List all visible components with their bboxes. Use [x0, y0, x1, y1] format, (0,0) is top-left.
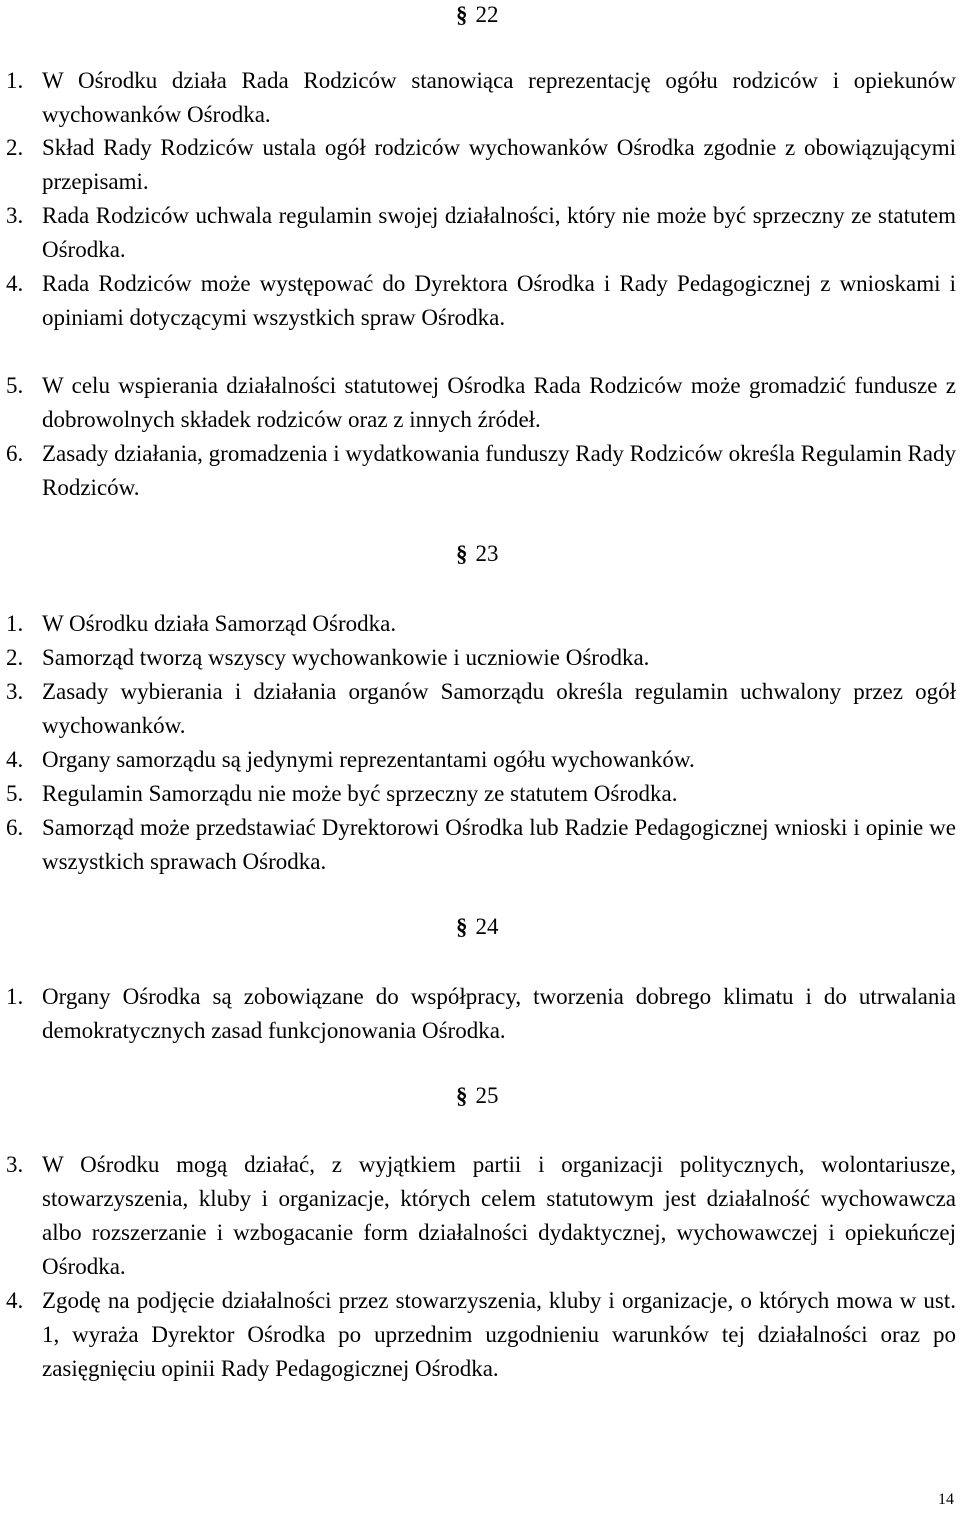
list-item [6, 641, 956, 675]
list-item [6, 1284, 956, 1386]
page-number: 14 [938, 1491, 954, 1508]
list-item [6, 1148, 956, 1284]
section-heading-22 [456, 0, 499, 30]
item-number: 6. [6, 441, 24, 466]
item-text: Samorząd może przedstawiać Dyrektorowi Ośrodka lub Radzie Pedagogicznej wnioski i opinie we wszystkich sprawach Ośrodka. [42, 815, 956, 874]
item-text: Regulamin Samorządu nie może być sprzeczny ze statutem Ośrodka. [42, 781, 678, 806]
section-heading-25 [456, 1081, 499, 1111]
item-number: 1. [6, 611, 24, 636]
item-text: Skład Rady Rodziców ustala ogół rodziców wychowanków Ośrodka zgodnie z obowiązującymi przepisami. [42, 135, 956, 194]
item-number: 3. [6, 679, 24, 704]
section-number: 24 [475, 914, 499, 939]
item-text: W Ośrodku mogą działać, z wyjątkiem partii i organizacji politycznych, wolontariusze, stowarzyszenia, kluby i organizacje, których celem statutowym jest działalność wychowawcza albo rozszerzanie i wzbogacanie form działalności dydaktycznej, wychowawczej i opiekuńczej Ośrodka. [42, 1152, 956, 1279]
item-text: W celu wspierania działalności statutowej Ośrodka Rada Rodziców może gromadzić fundusze z dobrowolnych składek rodziców oraz z innych źródeł. [42, 373, 956, 432]
section-symbol: § [456, 541, 468, 566]
list-item [6, 777, 956, 811]
item-number: 1. [6, 68, 24, 93]
item-text: Zasady wybierania i działania organów Samorządu określa regulamin uchwalony przez ogół wychowanków. [42, 679, 956, 738]
list-item [6, 437, 956, 505]
section-heading-24 [456, 912, 499, 942]
list-item [6, 199, 956, 267]
list-item [6, 369, 956, 437]
item-number: 3. [6, 1152, 24, 1177]
list-item [6, 267, 956, 335]
item-number: 2. [6, 645, 24, 670]
item-text: Zasady działania, gromadzenia i wydatkowania funduszy Rady Rodziców określa Regulamin Rady Rodziców. [42, 441, 956, 500]
item-number: 4. [6, 747, 24, 772]
item-text: Samorząd tworzą wszyscy wychowankowie i uczniowie Ośrodka. [42, 645, 650, 670]
section-symbol: § [456, 1083, 468, 1108]
item-number: 3. [6, 203, 24, 228]
list-item [6, 607, 956, 641]
section-symbol: § [456, 2, 468, 27]
item-text: Organy Ośrodka są zobowiązane do współpracy, tworzenia dobrego klimatu i do utrwalania demokratycznych zasad funkcjonowania Ośrodka. [42, 984, 956, 1043]
item-number: 5. [6, 373, 24, 398]
list-item [6, 131, 956, 199]
section-heading-23 [456, 539, 499, 569]
item-text: Zgodę na podjęcie działalności przez stowarzyszenia, kluby i organizacje, o których mowa w ust. 1, wyraża Dyrektor Ośrodka po uprzednim uzgodnieniu warunków tej działalności oraz po zasięgnięciu opinii Rady Pedagogicznej Ośrodka. [42, 1288, 956, 1381]
item-text: Organy samorządu są jedynymi reprezentantami ogółu wychowanków. [42, 747, 695, 772]
item-text: Rada Rodziców uchwala regulamin swojej działalności, który nie może być sprzeczny ze statutem Ośrodka. [42, 203, 956, 262]
list-item [6, 675, 956, 743]
item-text: Rada Rodziców może występować do Dyrektora Ośrodka i Rady Pedagogicznej z wnioskami i opiniami dotyczącymi wszystkich spraw Ośrodka. [42, 271, 956, 330]
section-number: 23 [475, 541, 499, 566]
item-number: 2. [6, 135, 24, 160]
item-number: 4. [6, 1288, 24, 1313]
section-symbol: § [456, 914, 468, 939]
item-number: 5. [6, 781, 24, 806]
list-item [6, 980, 956, 1048]
item-text: W Ośrodku działa Rada Rodziców stanowiąca reprezentację ogółu rodziców i opiekunów wychowanków Ośrodka. [42, 68, 956, 127]
item-number: 4. [6, 271, 24, 296]
section-number: 25 [475, 1083, 499, 1108]
item-text: W Ośrodku działa Samorząd Ośrodka. [42, 611, 397, 636]
list-item [6, 64, 956, 132]
item-number: 6. [6, 815, 24, 840]
section-number: 22 [475, 2, 499, 27]
list-item [6, 743, 956, 777]
list-item [6, 811, 956, 879]
item-number: 1. [6, 984, 24, 1009]
